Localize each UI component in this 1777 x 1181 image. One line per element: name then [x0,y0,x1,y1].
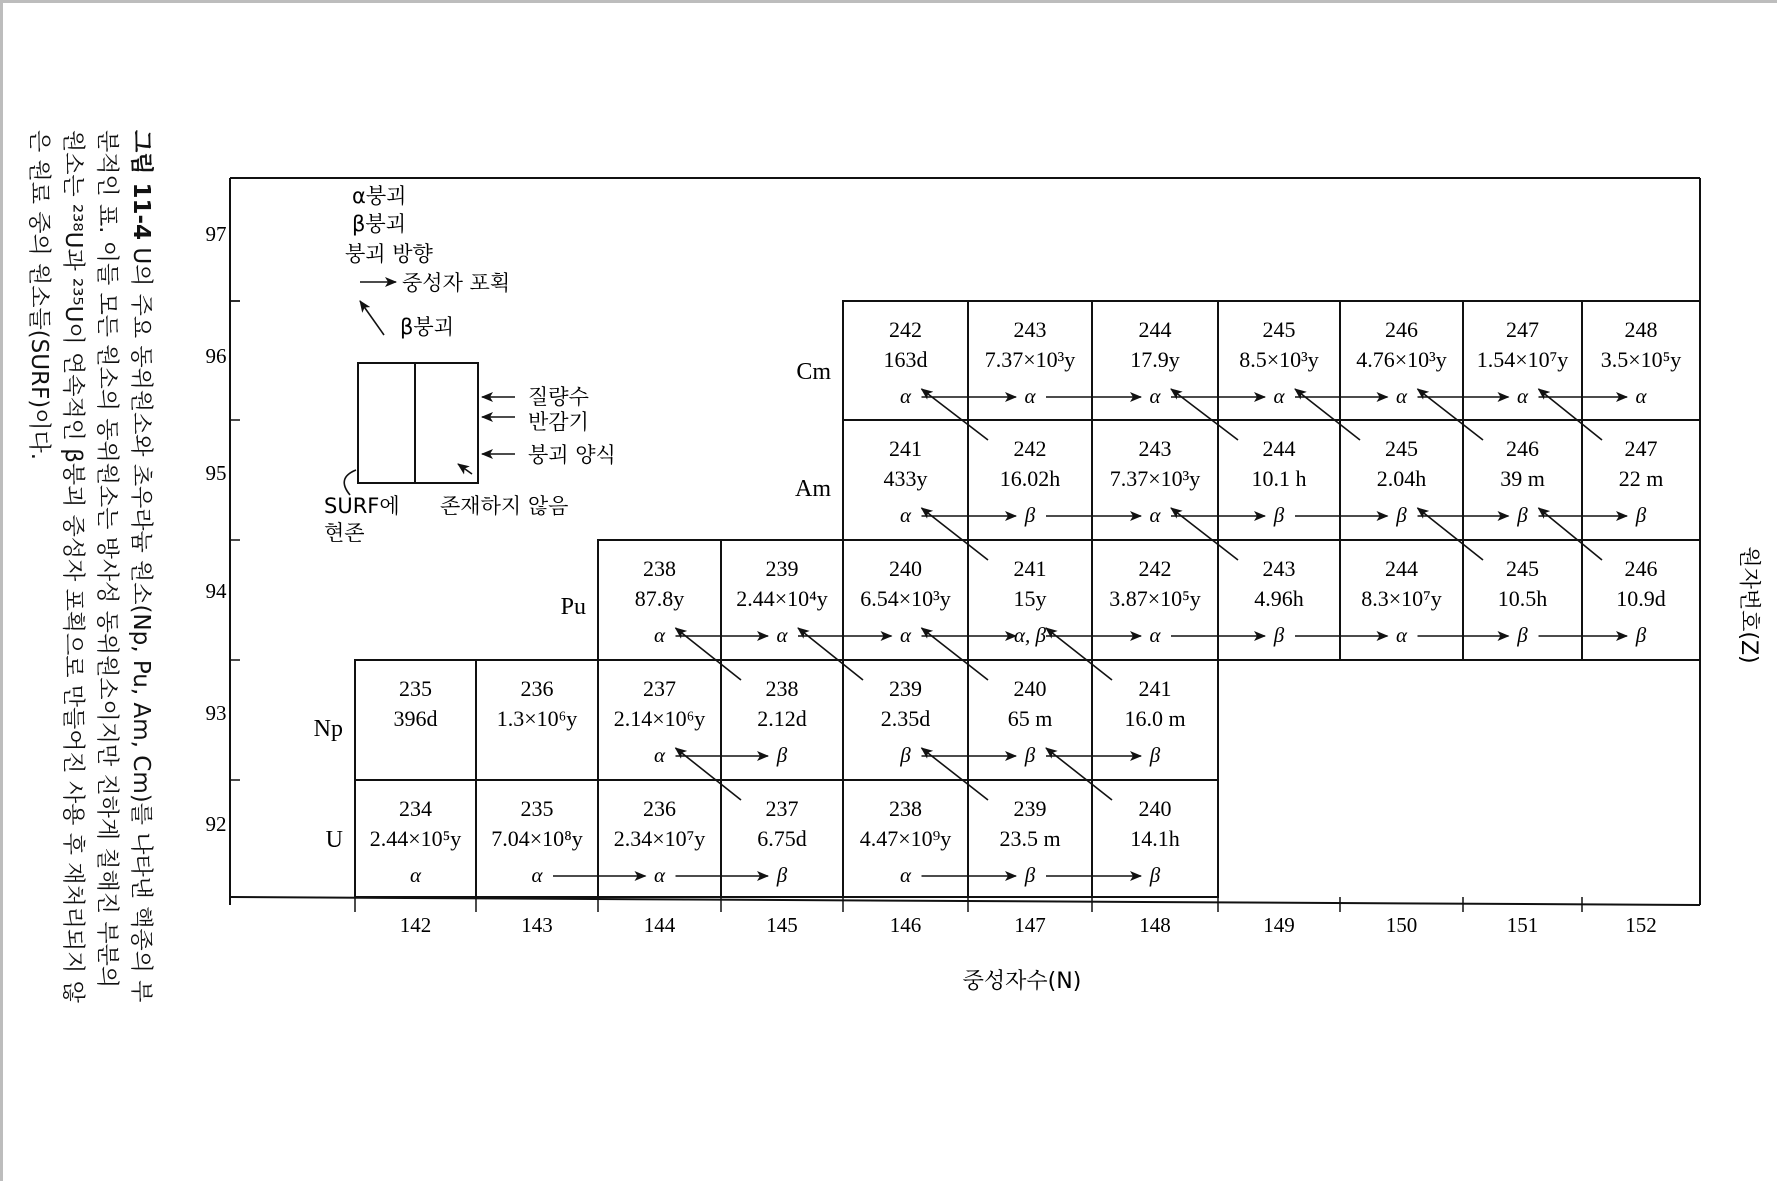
decay-mode: β [900,743,911,767]
half-life: 65 m [1007,706,1053,731]
half-life: 2.44×10⁵y [369,826,462,851]
legend-beta-arrow [360,301,384,335]
legend-absent-arrow [458,464,472,474]
mass-number: 242 [1138,556,1172,581]
mass-number: 241 [889,436,922,461]
legend-half-life: 반감기 [528,410,589,434]
half-life: 15y [1013,586,1047,611]
y-axis-ticks [206,222,241,836]
mass-number: 237 [765,796,799,821]
mass-number: 235 [520,796,554,821]
mass-number: 242 [1013,436,1047,461]
mass-number: 239 [1013,796,1047,821]
x-tick-label-151: 151 [1506,913,1539,937]
half-life: 3.87×10⁵y [1109,586,1201,611]
decay-mode: α [409,863,422,887]
mass-number: 244 [1385,556,1418,581]
legend-beta-decay: β붕괴 [352,212,406,236]
decay-mode: α [1024,384,1036,408]
decay-mode: α [776,623,788,647]
legend-decay-mode: 붕괴 양식 [528,443,616,467]
mass-number: 248 [1624,317,1658,342]
decay-mode: α [899,503,912,527]
mass-number: 246 [1385,317,1418,342]
decay-mode: β [1273,503,1285,527]
decay-mode: α [1149,384,1161,408]
half-life: 7.37×10³y [1109,466,1201,491]
y-tick-label-97: 97 [205,222,227,246]
x-tick-label-152: 152 [1625,913,1657,937]
half-life: 2.14×10⁶y [613,706,706,731]
decay-mode: β [776,743,788,767]
element-label-Pu: Pu [560,594,586,620]
legend-surf-line2: 현존 [324,521,365,545]
half-life: 7.04×10⁸y [491,826,583,851]
caption-text: U의 주요 동위원소와 초우라늄 원소(Np, Pu, Am, Cm)를 나타낸 핵종의 부분적인 표. 이들 모든 원소의 동위원소는 방사성 동위원소이지만 진하게 칠해진 부분의 원소는 ²³⁸U과 ²³⁵U이 연속적인 β붕괴 중성자 포획으로 만들어진 사용 후 재처리되지 않은 원료 중의 원소들(SURF)이다. [26,130,154,1003]
x-tick-label-144: 144 [643,913,676,937]
half-life: 10.1 h [1251,466,1307,491]
decay-mode: α [653,743,666,767]
mass-number: 243 [1013,317,1047,342]
mass-number: 237 [643,676,676,701]
decay-mode: β [1273,623,1285,647]
legend-sample-cell-right [415,363,478,483]
mass-number: 234 [399,796,432,821]
x-tick-label-142: 142 [399,913,432,937]
half-life: 1.54×10⁷y [1476,347,1569,372]
mass-number: 244 [1262,436,1296,461]
mass-number: 236 [643,796,676,821]
half-life: 1.3×10⁶y [496,706,578,731]
half-life: 8.5×10³y [1239,347,1319,372]
decay-mode: β [1635,503,1647,527]
x-tick-label-149: 149 [1263,913,1295,937]
decay-mode: α [1395,623,1408,647]
x-axis-title: 중성자수(N) [962,969,1082,994]
mass-number: 238 [643,556,676,581]
half-life: 23.5 m [999,826,1061,851]
half-life: 163d [883,347,928,372]
mass-number: 247 [1506,317,1539,342]
half-life: 14.1h [1130,826,1180,851]
half-life: 4.76×10³y [1356,347,1447,372]
mass-number: 239 [765,556,799,581]
mass-number: 246 [1624,556,1658,581]
decay-mode: α, β [1014,623,1046,647]
half-life: 10.5h [1497,586,1548,611]
mass-number: 242 [889,317,922,342]
mass-number: 240 [1138,796,1172,821]
decay-mode: β [1024,743,1036,767]
legend [324,184,616,545]
decay-mode: α [899,384,912,408]
decay-mode: β [1149,863,1161,887]
half-life: 2.04h [1376,466,1427,491]
legend-mass-number: 질량수 [528,385,589,409]
element-label-Am: Am [795,476,831,502]
mass-number: 246 [1506,436,1539,461]
mass-number: 243 [1262,556,1296,581]
element-label-Cm: Cm [796,359,831,385]
half-life: 7.37×10³y [984,347,1076,372]
legend-alpha-decay: α붕괴 [352,184,407,208]
x-axis-line [230,897,1700,905]
decay-mode: α [531,863,543,887]
half-life: 433y [883,466,928,491]
y-tick-label-95: 95 [205,461,227,485]
caption-label: 그림 11-4 [128,130,154,240]
decay-mode: β [1396,503,1407,527]
y-axis-title: 원자번호(Z) [1736,546,1761,664]
half-life: 6.54×10³y [860,586,951,611]
decay-mode: β [1517,623,1528,647]
half-life: 2.35d [880,706,931,731]
mass-number: 245 [1262,317,1296,342]
decay-mode: β [1024,503,1036,527]
x-tick-label-147: 147 [1014,913,1046,937]
x-tick-label-148: 148 [1139,913,1171,937]
half-life: 3.5×10⁵y [1600,347,1682,372]
half-life: 22 m [1618,466,1664,491]
decay-mode: β [1024,863,1036,887]
mass-number: 241 [1013,556,1047,581]
half-life: 4.96h [1254,586,1304,611]
mass-number: 241 [1138,676,1172,701]
decay-mode: α [1149,503,1161,527]
x-tick-label-146: 146 [889,913,922,937]
decay-mode: α [1635,384,1647,408]
legend-neutron-capture: 중성자 포획 [402,271,511,295]
element-label-U: U [325,827,343,853]
x-tick-label-143: 143 [521,913,553,937]
half-life: 2.34×10⁷y [613,826,706,851]
legend-surf-line1: SURF에 [324,494,400,518]
half-life: 16.02h [999,466,1061,491]
mass-number: 238 [765,676,799,701]
half-life: 2.44×10⁴y [736,586,828,611]
half-life: 10.9d [1616,586,1666,611]
half-life: 6.75d [757,826,807,851]
y-tick-label-93: 93 [205,701,227,725]
mass-number: 245 [1506,556,1539,581]
x-tick-label-145: 145 [766,913,798,937]
legend-present-hook [344,470,356,495]
legend-sample-cell-left [358,363,415,483]
mass-number: 235 [399,676,432,701]
half-life: 87.8y [634,586,685,611]
legend-beta-decay-arrow-label: β붕괴 [400,315,454,339]
decay-mode: β [776,863,788,887]
mass-number: 243 [1138,436,1172,461]
mass-number: 245 [1385,436,1418,461]
y-tick-label-96: 96 [205,344,227,368]
mass-number: 240 [1013,676,1047,701]
decay-mode: β [1517,503,1528,527]
half-life: 16.0 m [1124,706,1186,731]
half-life: 39 m [1500,466,1545,491]
decay-mode: α [653,623,666,647]
decay-mode: α [899,863,912,887]
half-life: 396d [393,706,438,731]
decay-mode: α [1149,623,1161,647]
half-life: 4.47×10⁹y [859,826,952,851]
decay-mode: β [1635,623,1647,647]
half-life: 17.9y [1130,347,1180,372]
x-tick-label-150: 150 [1385,913,1418,937]
decay-mode: α [1395,384,1408,408]
y-tick-label-94: 94 [205,579,227,603]
decay-mode: α [1273,384,1285,408]
y-tick-label-92: 92 [205,812,227,836]
transmutation-arrows [553,389,1627,876]
decay-mode: β [1149,743,1161,767]
half-life: 2.12d [757,706,807,731]
decay-mode: α [1516,384,1529,408]
half-life: 8.3×10⁷y [1361,586,1442,611]
decay-mode: α [899,623,912,647]
decay-mode: α [653,863,666,887]
element-label-Np: Np [313,716,343,742]
mass-number: 236 [520,676,554,701]
legend-decay-direction: 붕괴 방향 [345,242,433,266]
mass-number: 244 [1138,317,1172,342]
legend-not-in-surf: 존재하지 않음 [440,494,569,518]
mass-number: 247 [1624,436,1658,461]
mass-number: 238 [889,796,922,821]
mass-number: 240 [889,556,922,581]
mass-number: 239 [889,676,922,701]
